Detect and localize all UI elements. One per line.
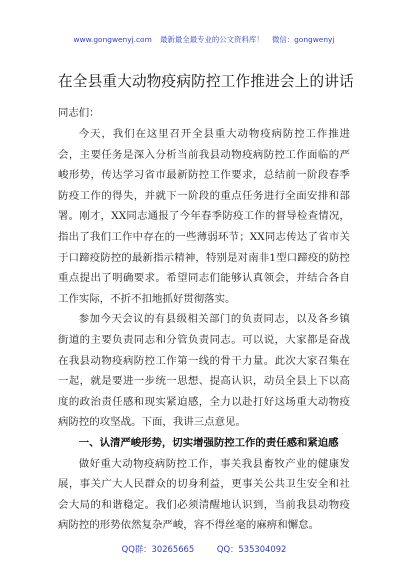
qq-group: QQ群：30265665 (121, 544, 195, 554)
document-body (58, 70, 354, 536)
document-title: 在全县重大动物疫病防控工作推进会上的讲话 (58, 73, 354, 90)
paragraph-2: 参加今天会议的有县级相关部门的负责同志，以及各乡镇街道的主要负责同志和分管负责同志。可以说，大家都是奋战在我县动物疫病防控工作第一线的骨干力量。此次大家召集在一起，就是要进一步统一思想、提高认识，动员全县上下以高度的政治责任感和现实紧迫感，全力以赴打好这场重大动物疫病防控的攻坚战。下面，我讲三点意见。 (58, 313, 350, 429)
qq-contact: QQ：535304092 (216, 544, 287, 554)
site-slogan: 最新最全最专业的公文资料库！ (160, 35, 264, 44)
section-1-paragraph: 做好重大动物疫病防控工作，事关我县畜牧产业的健康发展，事关广大人民群众的切身利益，更事关公共卫生安全和社会大局的和谐稳定。我们必须清醒地认识到，当前我县动物疫病防控的形势依然复杂严峻，容不得丝毫的麻痹和懈怠。 (58, 457, 350, 532)
site-footer (0, 543, 408, 555)
wechat-id: 微信：gongwenyj (271, 35, 335, 44)
salutation: 同志们： (58, 107, 100, 119)
site-url-link[interactable]: www.gongwenyj.com (73, 35, 152, 44)
paragraph-1: 今天，我们在这里召开全县重大动物疫病防控工作推进会，主要任务是深入分析当前我县动物疫病防控工作面临的严峻形势，传达学习省市最新防控工作要求，总结前一阶段春季防疫工作的得失，并就下一阶段的重点任务进行全面安排和部署。刚才，XX同志通报了今年春季防疫工作的督导检查情况，指出了我们工作中存在的一些薄弱环节；XX同志传达了省市关于口蹄疫防控的最新指示精神，特别是对南非1型口蹄疫的防控重点提出了明确要求。希望同志们能够认真领会，并结合各自工作实际，不折不扣地抓好贯彻落实。 (58, 128, 350, 305)
site-header (0, 34, 408, 45)
section-heading-1: 一、认清严峻形势，切实增强防控工作的责任感和紧迫感 (78, 436, 339, 449)
